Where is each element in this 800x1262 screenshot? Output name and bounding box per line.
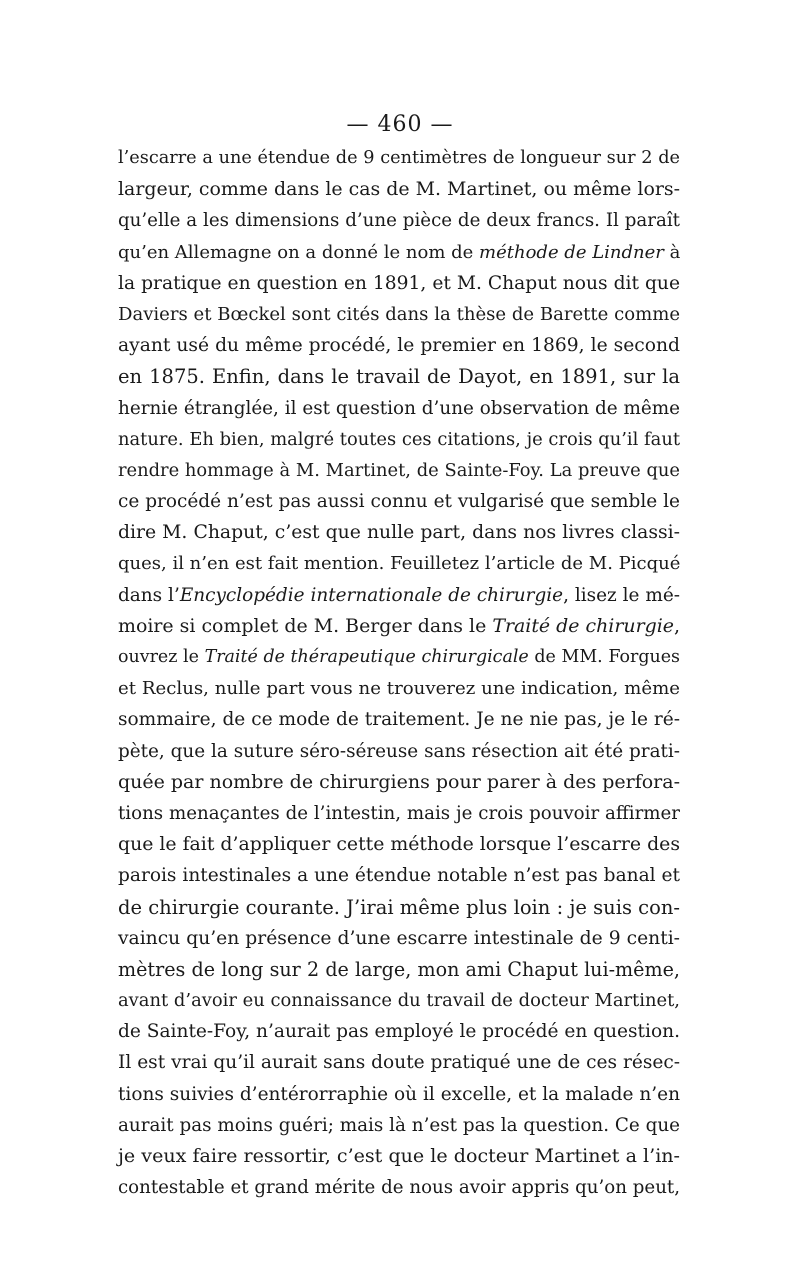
text-line [118, 611, 680, 642]
text-line [118, 205, 680, 236]
text-segment: , lisez le mé- [563, 584, 680, 606]
text-line [118, 174, 680, 205]
text-line [118, 1141, 680, 1172]
text-segment: ques, il n’en est fait mention. Feuilletez l’article de M. Picqué [118, 553, 681, 575]
text-line [118, 642, 680, 673]
text-segment: largeur, comme dans le cas de M. Martinet, ou même lors- [118, 178, 680, 201]
text-line [118, 424, 680, 455]
text-segment: pète, que la suture séro-séreuse sans résection ait été prati- [118, 740, 680, 762]
text-segment: qu’elle a les dimensions d’une pièce de deux francs. Il paraît [118, 210, 680, 232]
italic-title: Traité de chirurgie [492, 614, 674, 637]
text-segment: je veux faire ressortir, c’est que le docteur Martinet a l’in- [118, 1145, 680, 1167]
text-line [118, 237, 680, 268]
text-line [118, 673, 680, 704]
text-line [118, 486, 680, 517]
text-segment: nature. Eh bien, malgré toutes ces citations, je crois qu’il faut [118, 428, 680, 450]
text-line [118, 704, 680, 735]
text-line [118, 143, 680, 174]
text-line [118, 361, 680, 392]
text-line [118, 393, 680, 424]
text-segment: que le fait d’appliquer cette méthode lorsque l’escarre des [118, 833, 680, 856]
text-segment: quée par nombre de chirurgiens pour parer à des perfora- [118, 770, 680, 793]
italic-title: Encyclopédie internationale de chirurgie [179, 584, 564, 606]
italic-title: méthode de Lindner [479, 241, 664, 263]
text-segment: dire M. Chaput, c’est que nulle part, dans nos livres classi- [118, 522, 680, 544]
text-line [118, 299, 680, 330]
text-segment: dans l’ [118, 584, 180, 606]
text-segment: de Sainte-Foy, n’aurait pas employé le procédé en question. [118, 1021, 680, 1043]
text-segment: qu’en Allemagne on a donné le nom de [118, 241, 480, 263]
text-line [118, 330, 680, 361]
text-segment: ce procédé n’est pas aussi connu et vulgarisé que semble le [118, 491, 680, 513]
text-segment: sommaire, de ce mode de traitement. Je ne nie pas, je le ré- [118, 709, 680, 731]
text-line [118, 767, 680, 798]
text-line [118, 1110, 680, 1141]
text-segment: vaincu qu’en présence d’une escarre intestinale de 9 centi- [118, 927, 680, 949]
text-line [118, 798, 680, 829]
text-line [118, 455, 680, 486]
text-segment: tions menaçantes de l’intestin, mais je crois pouvoir affirmer [118, 802, 680, 824]
text-line [118, 860, 680, 891]
text-line [118, 985, 680, 1016]
text-line [118, 268, 680, 299]
text-segment: mètres de long sur 2 de large, mon ami Chaput lui-même, [118, 957, 680, 981]
text-segment: ouvrez le [118, 647, 205, 667]
text-segment: contestable et grand mérite de nous avoir appris qu’on peut, [118, 1177, 680, 1199]
text-line [118, 923, 680, 954]
text-line [118, 829, 680, 860]
text-segment: avant d’avoir eu connaissance du travail de docteur Martinet, [118, 990, 680, 1012]
text-segment: ayant usé du même procédé, le premier en 1869, le second [118, 335, 680, 357]
text-segment: l’escarre a une étendue de 9 centimètres de longueur sur 2 de [118, 148, 680, 168]
text-line [118, 1016, 680, 1047]
text-segment: parois intestinales a une étendue notable n’est pas banal et [118, 865, 680, 887]
text-line [118, 1172, 680, 1203]
text-line [118, 892, 680, 923]
text-line [118, 517, 680, 548]
text-line [118, 1079, 680, 1110]
text-segment: rendre hommage à M. Martinet, de Sainte-Foy. La preuve que [118, 459, 680, 481]
text-segment: moire si complet de M. Berger dans le [118, 614, 493, 637]
text-line [118, 580, 680, 611]
text-segment: la pratique en question en 1891, et M. Chaput nous dit que [118, 272, 680, 294]
text-segment: en 1875. Enfin, dans le travail de Dayot, en 1891, sur la [118, 365, 680, 389]
text-segment: de chirurgie courante. J’irai même plus loin : je suis con- [118, 895, 680, 919]
text-line [118, 548, 680, 579]
italic-title: Traité de thérapeutique chirurgicale [204, 647, 529, 667]
body-text [118, 143, 680, 1203]
text-segment: de MM. Forgues [528, 647, 680, 667]
text-line [118, 736, 680, 767]
text-line [118, 1047, 680, 1078]
page-number: — 460 — [346, 112, 454, 137]
text-segment: , [673, 614, 680, 637]
text-segment: à [663, 241, 681, 263]
text-segment: hernie étranglée, il est question d’une observation de même [118, 397, 680, 419]
text-segment: et Reclus, nulle part vous ne trouverez une indication, même [118, 678, 680, 700]
text-line [118, 954, 680, 985]
text-segment: Daviers et Bœckel sont cités dans la thèse de Barette comme [118, 303, 680, 325]
text-segment: aurait pas moins guéri; mais là n’est pas la question. Ce que [118, 1114, 680, 1136]
text-segment: tions suivies d’entérorraphie où il excelle, et la malade n’en [118, 1083, 680, 1105]
text-segment: Il est vrai qu’il aurait sans doute pratiqué une de ces résec- [118, 1052, 680, 1074]
